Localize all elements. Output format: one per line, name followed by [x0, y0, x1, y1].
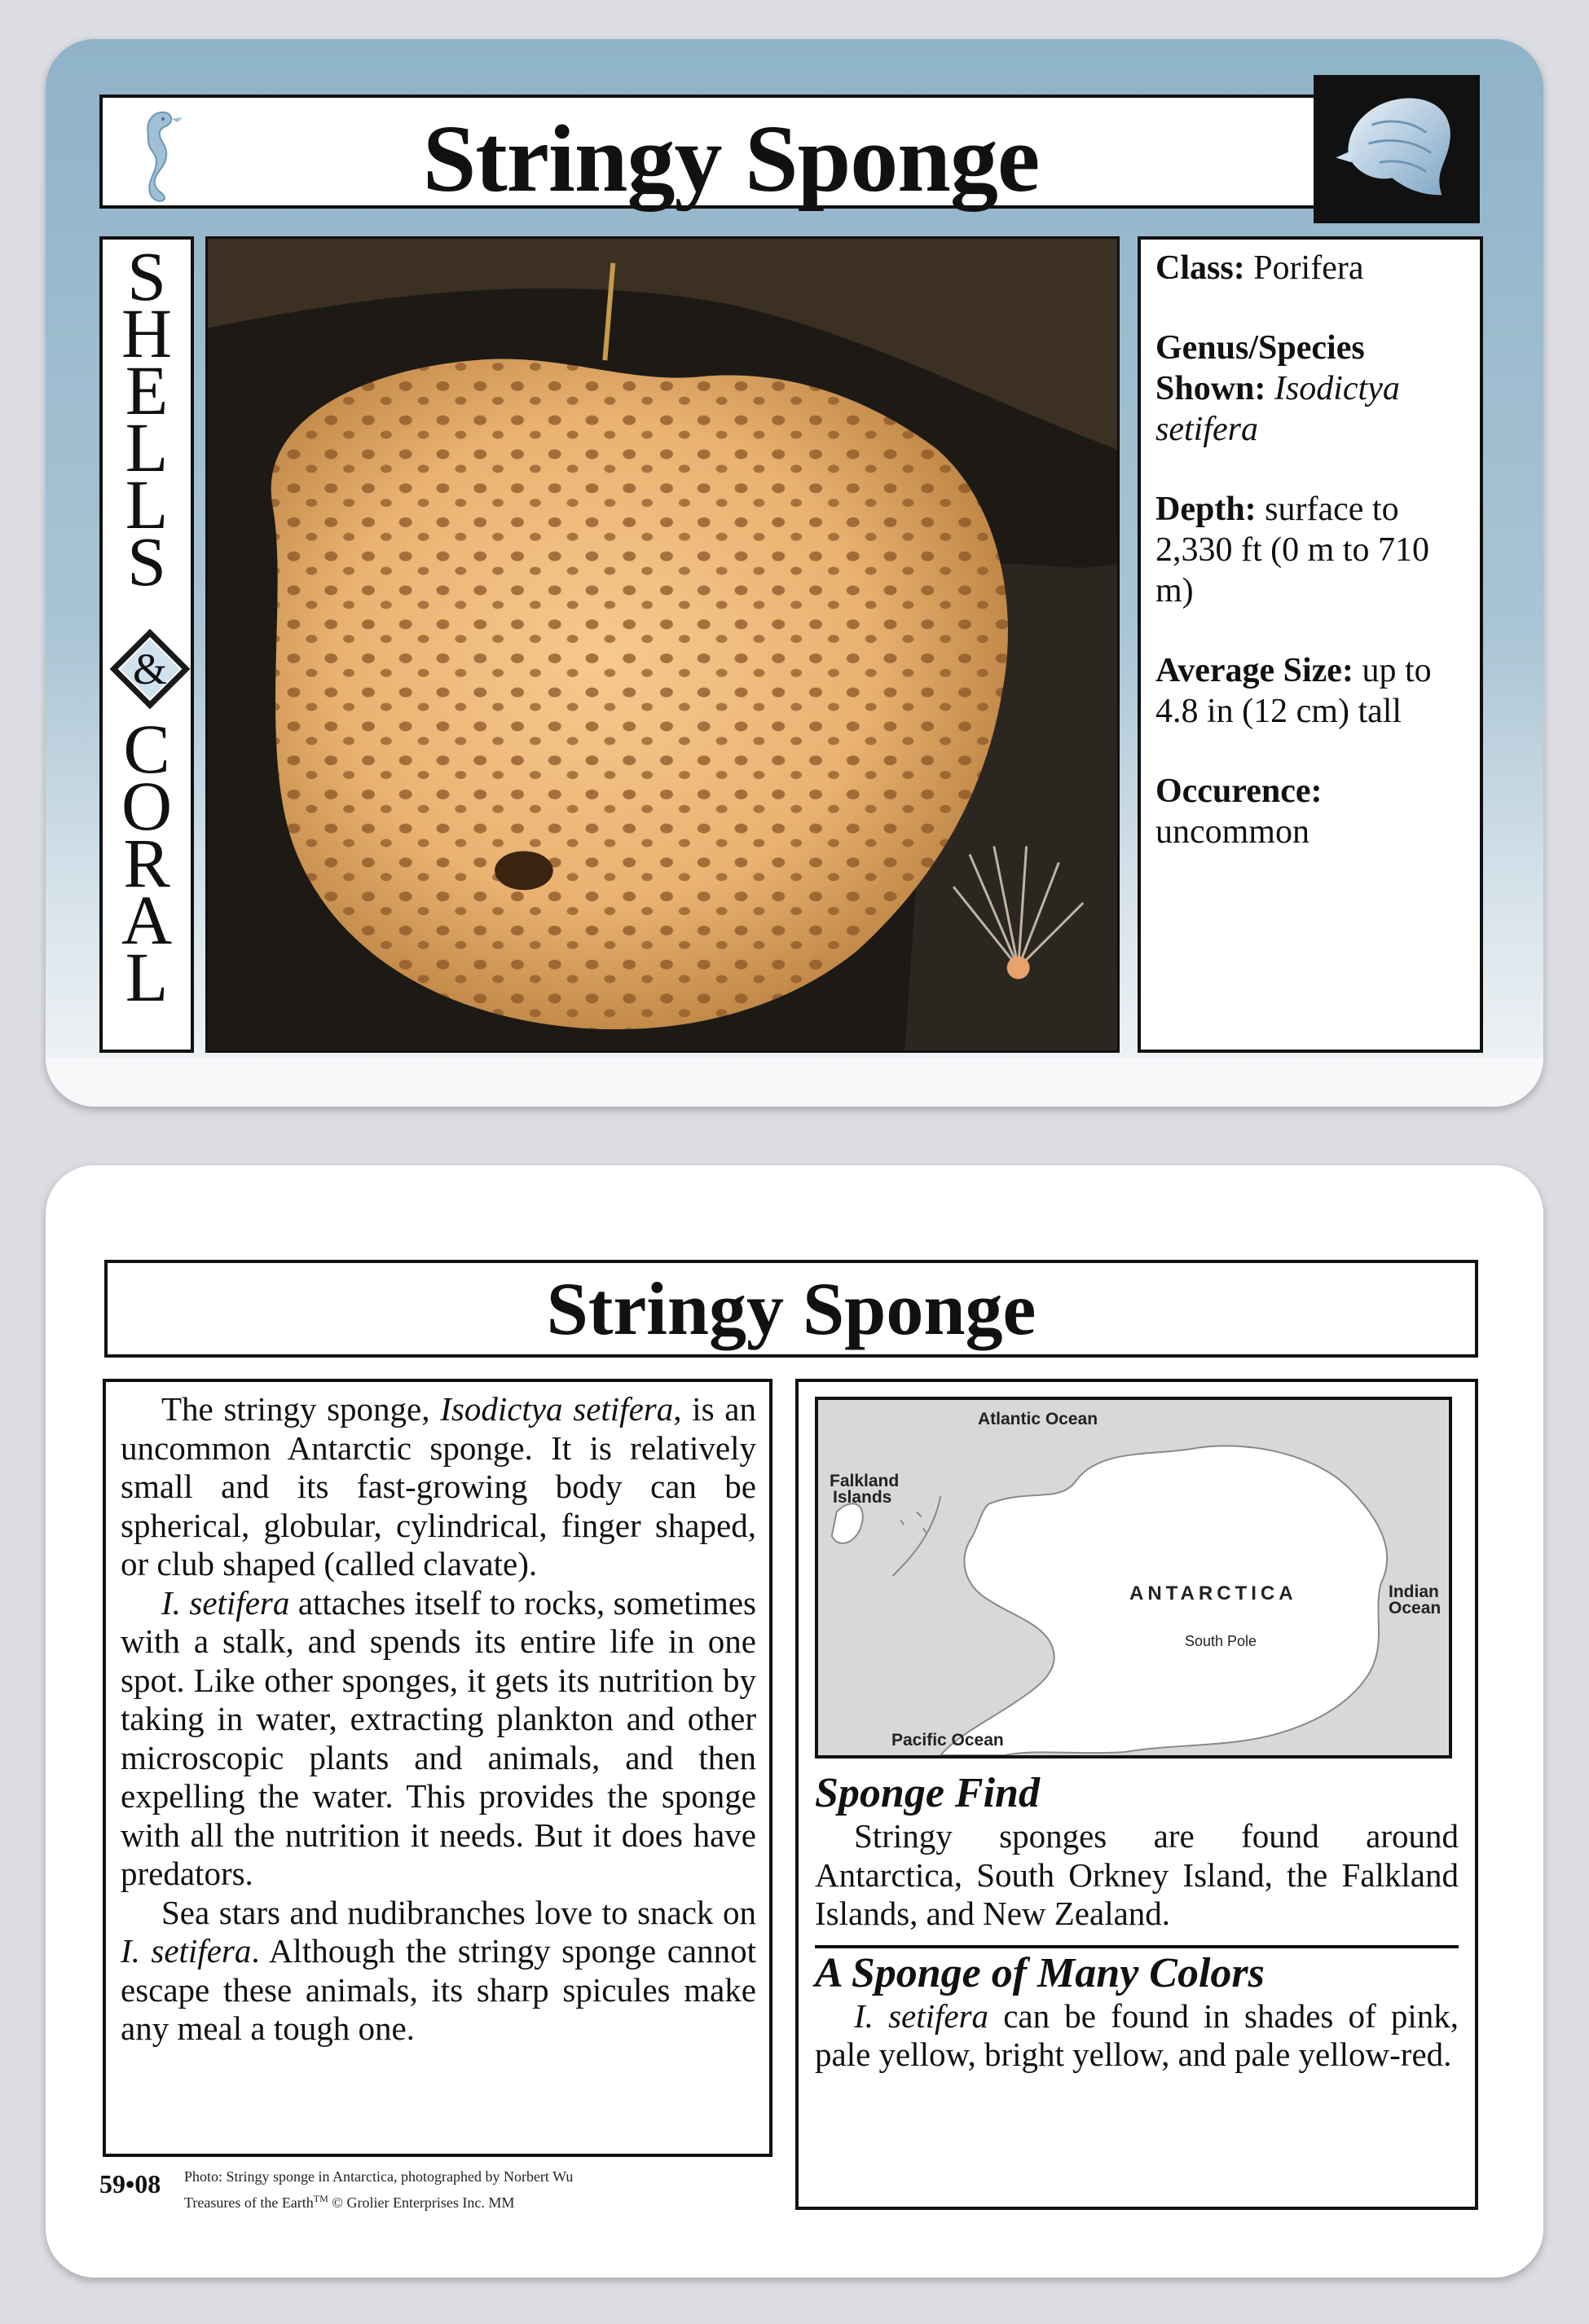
front-bottom-band — [46, 1058, 1543, 1107]
letter: C — [123, 710, 170, 788]
front-title-box — [99, 95, 1362, 212]
fact-occurrence — [1155, 771, 1465, 852]
map-label-indian-2: Ocean — [1389, 1599, 1442, 1618]
letter: E — [125, 351, 169, 429]
category-bottom-word — [103, 710, 191, 1016]
info-box — [795, 1379, 1478, 2210]
text-run: Sea stars and nudibranches love to snack on — [161, 1893, 756, 1931]
letter: O — [121, 767, 173, 845]
shell-logo — [1314, 75, 1480, 223]
map-label-south-pole: South Pole — [1185, 1633, 1257, 1649]
back-title: Stringy Sponge — [104, 1260, 1478, 1358]
antarctica-map — [815, 1397, 1452, 1758]
letter: H — [121, 294, 173, 372]
map-label-pacific: Pacific Ocean — [891, 1731, 1004, 1750]
section-heading-sponge-find: Sponge Find — [815, 1770, 1040, 1816]
species-name: Isodictya setifera — [440, 1390, 674, 1428]
section-paragraph: Stringy sponges are found around Antarctica, South Orkney Island, the Falkland Islands, and New Zealand. — [815, 1817, 1459, 1932]
credit-line-2 — [184, 2188, 573, 2214]
text-run: attaches itself to rocks, sometimes with a stalk, and spends its entire life in one spot. Like other sponges, it gets its nutrition by taking in water, extracting plankton and other microscopic plants and animals, and then expelling the water. This provides the sponge with all the nutrition it needs. But it does have predators. — [121, 1583, 757, 1892]
section-text-colors — [815, 1997, 1459, 2075]
section-heading-colors: A Sponge of Many Colors — [815, 1949, 1265, 1996]
fact-label: Genus/Species Shown: — [1155, 329, 1365, 407]
letter: A — [121, 881, 173, 959]
letter: L — [125, 938, 169, 1016]
card-back — [46, 1165, 1543, 2278]
conch-shell-icon — [1317, 78, 1477, 220]
card-front — [46, 39, 1543, 1107]
letter: L — [125, 408, 169, 486]
antarctica-map-graphic — [818, 1400, 1449, 1755]
species-name: I. setifera — [854, 1996, 989, 2035]
fact-value: surface to 2,330 ft (0 m to 710 m) — [1155, 491, 1429, 610]
section-paragraph — [815, 1997, 1459, 2075]
facts-panel — [1138, 236, 1483, 1053]
map-label-antarctica: ANTARCTICA — [1129, 1582, 1297, 1604]
category-top-word — [103, 237, 191, 601]
fact-label: Depth: — [1155, 491, 1257, 528]
letter: R — [123, 824, 170, 902]
trademark: TM — [313, 2193, 328, 2204]
section-text-sponge-find — [815, 1817, 1459, 1934]
letter: L — [125, 465, 169, 544]
credit-text: © Grolier Enterprises Inc. MM — [328, 2194, 515, 2211]
category-tab — [99, 236, 194, 1053]
ampersand: & — [132, 645, 168, 693]
text-run: The stringy sponge, — [161, 1390, 441, 1428]
species-name: I. setifera — [121, 1932, 252, 1970]
fact-size — [1155, 650, 1465, 732]
description-paragraph-3 — [121, 1894, 756, 2049]
map-label-falkland-1: Falkland — [830, 1472, 900, 1490]
map-label-falkland-2: Islands — [833, 1488, 892, 1507]
ampersand-diamond — [108, 627, 192, 711]
species-name: I. setifera — [161, 1583, 290, 1622]
fact-value: Porifera — [1253, 249, 1364, 287]
fact-class — [1155, 248, 1465, 288]
fact-label: Class: — [1155, 249, 1245, 287]
map-label-atlantic: Atlantic Ocean — [978, 1410, 1098, 1428]
description-paragraph-1 — [121, 1390, 756, 1584]
fact-value: up to 4.8 in (12 cm) tall — [1155, 652, 1432, 730]
card-number: 59•08 — [99, 2169, 161, 2199]
sponge-photo — [205, 236, 1120, 1053]
front-title: Stringy Sponge — [422, 105, 1040, 212]
fact-depth — [1155, 489, 1465, 611]
credit-text: Treasures of the Earth — [184, 2194, 314, 2211]
credit-line-1: Photo: Stringy sponge in Antarctica, photographed by Norbert Wu — [184, 2168, 574, 2185]
letter: S — [127, 522, 166, 601]
letter: S — [127, 237, 166, 315]
section-divider — [815, 1945, 1459, 1948]
text-run: can be found in shades of pink, pale yellow, bright yellow, and pale yellow-red. — [815, 1996, 1459, 2073]
map-label-indian-1: Indian — [1389, 1582, 1439, 1601]
description-paragraph-2 — [121, 1584, 756, 1894]
fact-genus — [1155, 328, 1465, 450]
fact-label: Occurence: — [1155, 772, 1323, 810]
fact-value: Isodictya setifera — [1155, 370, 1400, 448]
text-run: , is an uncommon Antarctic sponge. It is relatively small and its fast-growing body can be spherical, globular, cylindrical, finger shaped, or club shaped (called clavate). — [121, 1390, 756, 1582]
sponge-illustration — [208, 239, 1117, 1050]
fact-value: uncommon — [1155, 813, 1309, 851]
description-box — [103, 1379, 772, 2157]
fact-label: Average Size: — [1155, 652, 1354, 689]
text-run: . Although the stringy sponge cannot escape these animals, its sharp spicules make any meal a tough one. — [121, 1932, 756, 2047]
photo-credits — [184, 2166, 573, 2214]
